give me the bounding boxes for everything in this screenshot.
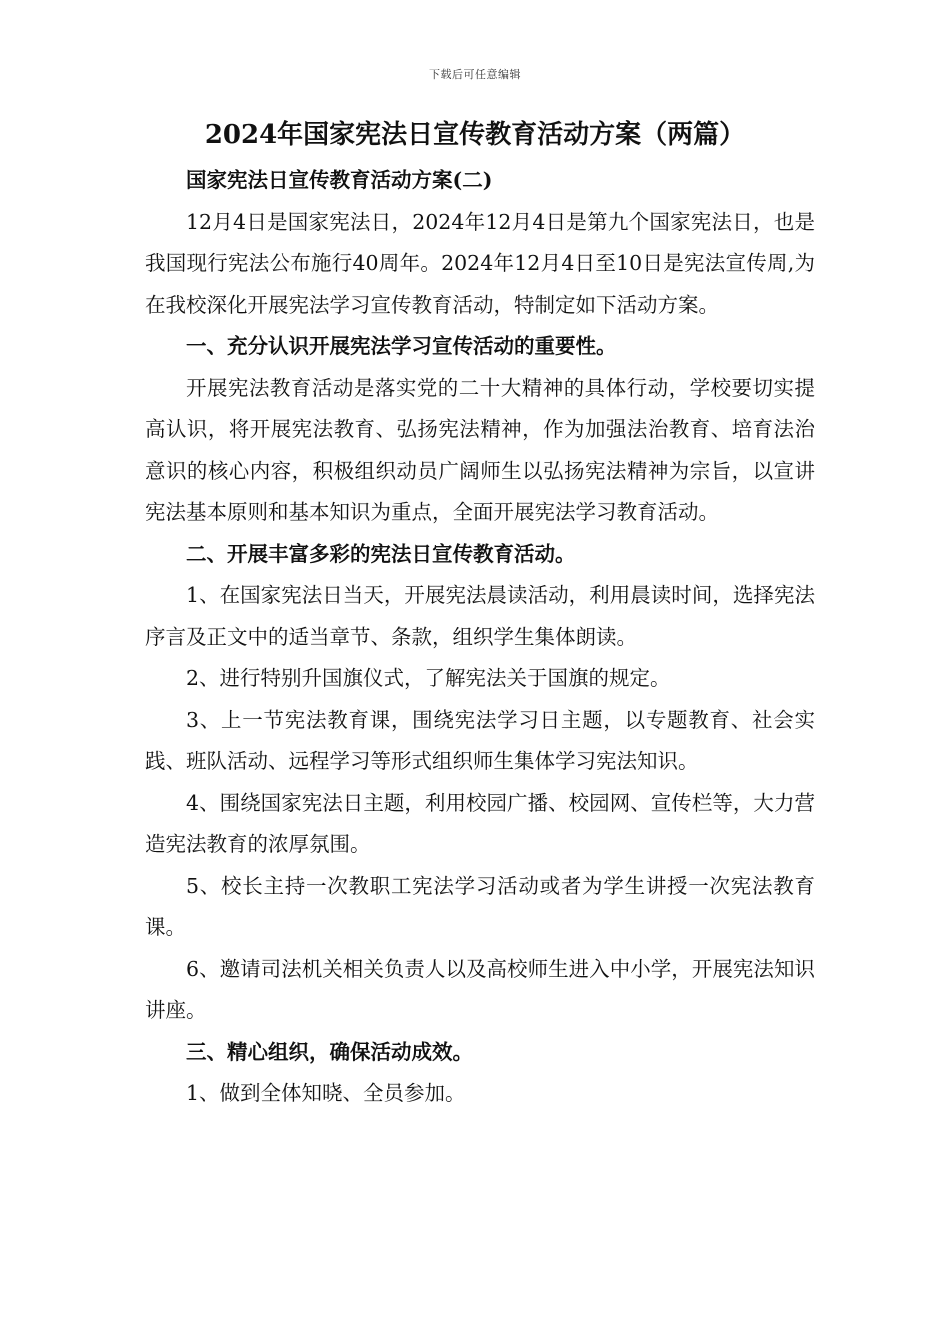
section-heading-1: 一、充分认识开展宪法学习宣传活动的重要性。 <box>186 334 617 358</box>
list-item-3: 3、上一节宪法教育课，围绕宪法学习日主题，以专题教育、社会实践、班队活动、远程学习等形式组织师生集体学习宪法知识。 <box>145 707 815 773</box>
section-subtitle: 国家宪法日宣传教育活动方案(二) <box>186 168 493 192</box>
list-item-1: 1、在国家宪法日当天，开展宪法晨读活动，利用晨读时间，选择宪法序言及正文中的适当章节、条款，组织学生集体朗读。 <box>145 583 815 649</box>
list-item-5: 5、校长主持一次教职工宪法学习活动或者为学生讲授一次宪法教育课。 <box>145 873 815 939</box>
header-note: 下载后可任意编辑 <box>429 68 521 81</box>
list-item-4: 4、围绕国家宪法日主题，利用校园广播、校园网、宣传栏等，大力营造宪法教育的浓厚氛围。 <box>145 790 815 856</box>
list-item-6: 6、邀请司法机关相关负责人以及高校师生进入中小学，开展宪法知识讲座。 <box>145 956 815 1022</box>
list-item-7: 1、做到全体知晓、全员参加。 <box>186 1081 466 1105</box>
intro-paragraph: 12月4日是国家宪法日，2024年12月4日是第九个国家宪法日，也是我国现行宪法公布施行40周年。2024年12月4日至10日是宪法宣传周,为在我校深化开展宪法学习宣传教育活动，特制定如下活动方案。 <box>145 209 815 317</box>
section-heading-3: 三、精心组织，确保活动成效。 <box>186 1039 473 1064</box>
list-item-2: 2、进行特别升国旗仪式，了解宪法关于国旗的规定。 <box>186 666 671 690</box>
section-heading-2: 二、开展丰富多彩的宪法日宣传教育活动。 <box>186 541 576 566</box>
body-paragraph: 开展宪法教育活动是落实党的二十大精神的具体行动，学校要切实提高认识，将开展宪法教育、弘扬宪法精神，作为加强法治教育、培育法治意识的核心内容，积极组织动员广阔师生以弘扬宪法精神为宗旨，以宣讲宪法基本原则和基本知识为重点，全面开展宪法学习教育活动。 <box>145 375 815 524</box>
document-body <box>145 160 815 1115</box>
document-title: 2024年国家宪法日宣传教育活动方案（两篇） <box>204 120 746 150</box>
